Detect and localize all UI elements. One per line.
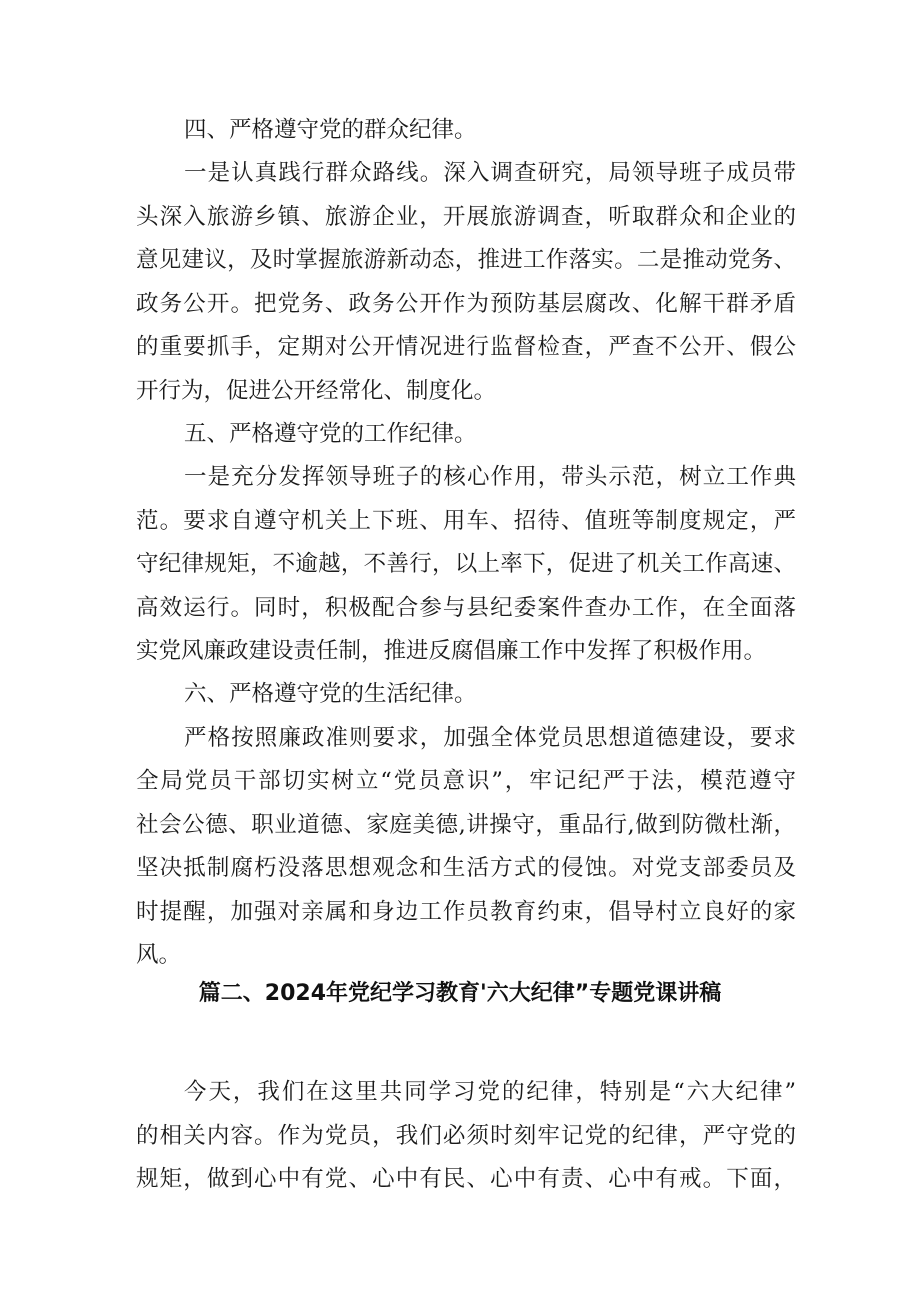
paragraph-line: 规矩，做到心中有党、心中有民、心中有责、心中有戒。下面， (136, 1166, 796, 1192)
paragraph-line: 严格按照廉政准则要求，加强全体党员思想道德建设，要求 (184, 725, 796, 751)
heading-work-discipline: 五、严格遵守党的工作纪律。 (184, 421, 477, 447)
heading-mass-discipline: 四、严格遵守党的群众纪律。 (184, 117, 477, 143)
heading-life-discipline: 六、严格遵守党的生活纪律。 (184, 681, 477, 707)
paragraph-line: 时提醒，加强对亲属和身边工作员教育约束，倡导村立良好的家 (136, 899, 796, 925)
paragraph-line: 高效运行。同时，积极配合参与县纪委案件查办工作，在全面落 (136, 595, 796, 621)
paragraph-line: 的相关内容。作为党员，我们必须时刻牢记党的纪律，严守党的 (136, 1123, 796, 1149)
paragraph-line: 范。要求自遵守机关上下班、用车、招待、值班等制度规定，严 (136, 508, 796, 534)
paragraph-line: 实党风廉政建设责任制，推进反腐倡廉工作中发挥了积极作用。 (136, 638, 767, 664)
paragraph-line: 一是充分发挥领导班子的核心作用，带头示范，树立工作典 (184, 464, 796, 490)
paragraph-line: 意见建议，及时掌握旅游新动态，推进工作落实。二是推动党务、 (136, 247, 796, 273)
paragraph-line: 一是认真践行群众路线。深入调查研究，局领导班子成员带 (184, 160, 796, 186)
paragraph-line: 风。 (136, 942, 182, 968)
paragraph-line: 开行为，促进公开经常化、制度化。 (136, 378, 497, 404)
paragraph-line: 政务公开。把党务、政务公开作为预防基层腐改、化解干群矛盾 (136, 291, 796, 317)
paragraph-line: 头深入旅游乡镇、旅游企业，开展旅游调查，听取群众和企业的 (136, 204, 796, 230)
paragraph-line: 的重要抓手，定期对公开情况进行监督检查，严查不公开、假公 (136, 334, 796, 360)
paragraph-line: 坚决抵制腐朽没落思想观念和生活方式的侵蚀。对党支部委员及 (136, 855, 796, 881)
paragraph-line: 守纪律规矩，不逾越，不善行，以上率下，促进了机关工作高速、 (136, 551, 796, 577)
section-title: 篇二、2024年党纪学习教育'六大纪律”专题党课讲稿 (198, 981, 722, 1006)
paragraph-line: 今天，我们在这里共同学习党的纪律，特别是“六大纪律” (184, 1079, 796, 1105)
paragraph-line: 全局党员干部切实树立“党员意识”，牢记纪严于法，模范遵守 (136, 768, 796, 794)
paragraph-line: 社会公德、职业道德、家庭美德,讲操守，重品行,做到防微杜渐， (136, 812, 796, 838)
